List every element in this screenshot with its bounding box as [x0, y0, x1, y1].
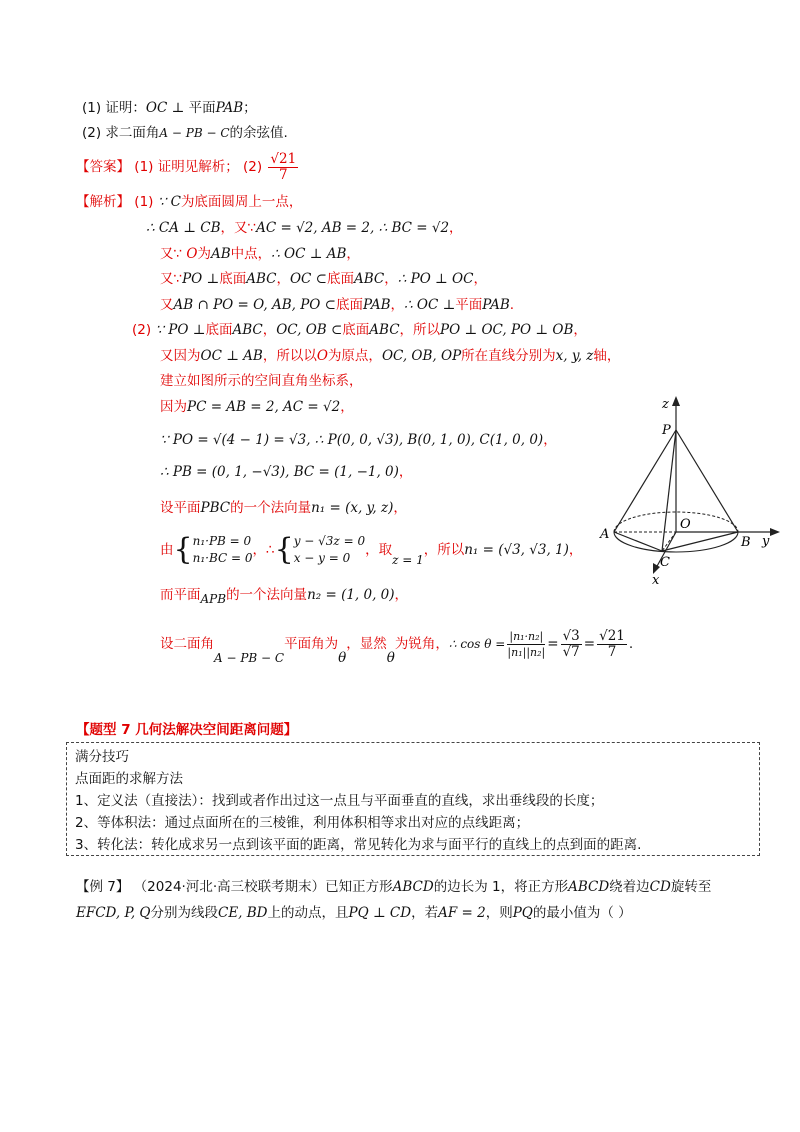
sol-p9-d: z = 1: [392, 553, 424, 567]
q1-math: OC ⊥: [145, 100, 189, 116]
cos-frac-1-den: |n₁||n₂|: [507, 645, 546, 659]
sol-l4-b: PO ⊥: [182, 271, 220, 287]
sol-p2-j: PO ⊥ OC, PO ⊥ OB: [440, 322, 574, 338]
sol-p11-g: 为锐角，: [394, 636, 449, 652]
sol-l4-e: ，: [276, 271, 290, 287]
ex7-l2-f: ，若: [411, 905, 439, 921]
y-axis-arrow: [770, 528, 780, 536]
label-y: y: [762, 534, 770, 549]
sol-p3-b: OC ⊥ AB: [200, 348, 263, 364]
sol-p2-i: ，所以: [399, 322, 441, 338]
ex7-l2-c: CE, BD: [217, 905, 268, 921]
sol-p11-b: A − PB − C: [214, 651, 285, 665]
sol-l4-g: 底面: [326, 271, 354, 287]
q2-tail: 的余弦值.: [229, 125, 288, 141]
sol-p8-d: n₁ = (x, y, z): [311, 500, 394, 516]
solution-p2-line-7: [160, 498, 407, 518]
sol-p11-h: ∴ cos θ =: [448, 637, 506, 651]
sol-p9-a: 由: [160, 542, 174, 558]
sol-p2-g: 底面: [342, 322, 370, 338]
sys1-eq1: n₁·PB = 0: [192, 534, 252, 548]
solution-line-1: [76, 192, 302, 212]
sys2-eq1: y − √3z = 0: [293, 534, 366, 548]
example-7-line-2: [76, 903, 632, 923]
sol-p10-b: APB: [200, 592, 227, 606]
ex7-l1-b: ABCD: [392, 879, 434, 895]
example-7-line-1: [76, 877, 711, 897]
ex7-l1-d: ABCD: [568, 879, 610, 895]
sol-p2-h: ABC: [369, 322, 400, 338]
sol-p6-end: ，: [543, 432, 557, 448]
cos-frac-2: [561, 629, 582, 660]
sol-l4-j: ∴ PO ⊥ OC: [397, 271, 474, 287]
sol-p3-i: 轴，: [593, 348, 621, 364]
solution-line-3: [160, 244, 360, 264]
sol-l5-g: 平面: [455, 297, 483, 313]
tips-item-3: 3、转化法：转化成求另一点到该平面的距离，常见转化为求与面平行的直线上的点到面的距离.: [75, 837, 642, 853]
tips-box-title: 满分技巧: [75, 749, 129, 765]
sol-p2-d: ABC: [232, 322, 263, 338]
sol-l3-a: 又∵: [160, 246, 187, 262]
answer-text: (1) 证明见解析； (2): [134, 159, 263, 175]
sol-l5-c: 底面: [335, 297, 363, 313]
system-2: [294, 533, 365, 567]
cos-frac-1-num: |n₁·n₂|: [509, 629, 544, 643]
sol-p7-end: ，: [398, 464, 413, 480]
tips-box-subtitle: 点面距的求解方法: [75, 771, 183, 787]
sol-p2-f: OC, OB ⊂: [276, 322, 343, 338]
ex7-l1-g: 旋转至: [670, 879, 712, 895]
tips-item-1: 1、定义法（直接法）：找到或者作出过这一点且与平面垂直的直线，求出垂线段的长度；: [75, 793, 604, 809]
ex7-l1-f: CD: [649, 879, 671, 895]
sol-p2-b: ∵ PO ⊥: [155, 322, 206, 338]
sol-l5-i: .: [509, 297, 515, 313]
solution-p2-line-8: [160, 530, 582, 580]
sol-p9-e: ，所以: [423, 542, 465, 558]
sol-l2-c: AC = √2, AB = 2, ∴ BC = √2: [256, 220, 450, 236]
cone-figure: [596, 392, 786, 588]
edge-pc: [662, 430, 676, 551]
sol-p5-c: ，: [340, 399, 354, 415]
sol-l4-d: ABC: [246, 271, 277, 287]
base-ellipse-front: [614, 532, 738, 552]
sol-l2-b: ，又∵: [220, 220, 257, 236]
edge-pa: [614, 430, 676, 532]
sys2-eq2: x − y = 0: [293, 551, 351, 565]
sol-p8-c: 的一个法向量: [230, 500, 312, 516]
sol-p11-c: 平面角为: [284, 636, 339, 652]
sol-p3-g: 所在直线分别为: [461, 348, 556, 364]
cos-frac-2-den: √7: [562, 643, 580, 660]
sol-p10-c: 的一个法向量: [226, 587, 308, 603]
label-b: B: [741, 535, 751, 550]
cos-frac-3-num: √21: [599, 627, 625, 644]
sol-l3-d: AB: [210, 246, 231, 262]
sol-l5-h: PAB: [482, 297, 510, 313]
sol-p11-d: θ: [338, 650, 347, 666]
sol-l4-k: ，: [473, 271, 487, 287]
sol-p2-e: ，: [262, 322, 277, 338]
label-x: x: [652, 573, 660, 588]
sol-l5-d: PAB: [362, 297, 391, 313]
ex7-l2-i: PQ: [512, 905, 533, 921]
brace-left-2: {: [274, 532, 294, 567]
label-z: z: [662, 397, 669, 412]
answer-fraction: [268, 152, 298, 183]
question-part-2: [82, 123, 288, 143]
sol-p11-a: 设二面角: [160, 636, 214, 652]
sol-p3-h: x, y, z: [555, 348, 594, 364]
solution-p2-line-3: 建立如图所示的空间直角坐标系，: [160, 373, 363, 389]
solution-p2-line-5: [160, 430, 557, 450]
answer-frac-den: 7: [279, 166, 288, 183]
sol-p3-a: 又因为: [160, 348, 201, 364]
solution-p2-line-9: [160, 585, 408, 609]
sol-l3-g: ，: [346, 246, 360, 262]
sol-l3-e: 中点，: [230, 246, 272, 262]
label-o: O: [680, 517, 691, 532]
sol-p8-b: PBC: [200, 500, 231, 516]
sol-p2-a: (2): [132, 322, 152, 338]
sol-l2-d: ，: [449, 220, 463, 236]
system-1: [193, 533, 253, 567]
q2-prefix: (2) 求二面角: [82, 125, 160, 141]
sol-p10-d: n₂ = (1, 0, 0): [307, 587, 395, 603]
sol-l2: ∴ CA ⊥ CB: [146, 220, 221, 236]
ex7-l2-a: EFCD, P, Q: [76, 905, 151, 921]
q1-end: ；: [243, 100, 257, 116]
solution-p2-line-2: [160, 346, 620, 366]
edge-bc: [662, 532, 738, 551]
sol-p3-e: 为原点，: [327, 348, 382, 364]
label-a: A: [600, 527, 610, 542]
sol-l3-c: 为: [197, 246, 211, 262]
solution-p2-line-1: [132, 320, 587, 340]
sol-l1-a: (1): [134, 194, 154, 210]
q2-math: A − PB − C: [159, 126, 230, 140]
ex7-l2-j: 的最小值为（ ）: [532, 905, 632, 921]
ex7-l2-d: 上的动点，且: [267, 905, 349, 921]
sol-l4-h: ABC: [353, 271, 385, 287]
solution-line-2: [146, 218, 463, 238]
sol-p9-b: ，∴: [252, 542, 275, 558]
sol-p5-b: PC = AB = 2, AC = √2: [187, 399, 341, 415]
sol-l1-b: ∵ C: [157, 194, 181, 210]
ex7-l1-c: 的边长为 1，将正方形: [433, 879, 569, 895]
sol-p8-a: 设平面: [160, 500, 201, 516]
tips-box: [66, 742, 760, 856]
sol-l5-a: 又: [160, 297, 174, 313]
sol-l5-f: ∴ OC ⊥: [404, 297, 456, 313]
solution-label: 【解析】: [76, 194, 130, 210]
label-p: P: [662, 423, 671, 438]
sol-p2-k: ，: [573, 322, 587, 338]
ex7-l2-g: AF = 2: [438, 905, 486, 921]
sol-p10-a: 而平面: [160, 587, 201, 603]
question-part-1: [82, 98, 257, 118]
sol-l3-f: ∴ OC ⊥ AB: [271, 246, 347, 262]
section-7-title: 【题型 7 几何法解决空间距离问题】: [76, 722, 298, 738]
sol-l4-f: OC ⊂: [289, 271, 327, 287]
sol-p11-e: ，显然: [346, 636, 387, 652]
q1-plane: PAB: [215, 100, 244, 116]
cos-frac-3: [597, 629, 627, 660]
answer-label: 【答案】: [76, 159, 130, 175]
sol-p7: ∴ PB = (0, 1, −√3), BC = (1, −1, 0): [160, 464, 399, 480]
sol-p3-f: OC, OB, OP: [381, 348, 462, 364]
ex7-l1-a: 【例 7】 （2024·河北·高三校联考期末）已知正方形: [76, 879, 393, 895]
ex7-l2-b: 分别为线段: [150, 905, 218, 921]
sol-l5-e: ，: [390, 297, 404, 313]
sol-p9-c: ，取: [365, 542, 393, 558]
sol-l1-c: 为底面圆周上一点，: [180, 194, 303, 210]
solution-p2-line-10: [160, 624, 633, 678]
z-axis-arrow: [672, 396, 680, 406]
sol-p11-f: θ: [386, 650, 395, 666]
ex7-l2-e: PQ ⊥ CD: [348, 905, 412, 921]
sol-l4-c: 底面: [219, 271, 247, 287]
sol-l3-b: O: [186, 246, 198, 262]
sol-l5-b: AB ∩ PO = O, AB, PO ⊂: [173, 297, 336, 313]
q1-prefix: (1) 证明：: [82, 100, 146, 116]
sol-p6: ∵ PO = √(4 − 1) = √3, ∴ P(0, 0, √3), B(0, 1, 0), C(1, 0, 0): [160, 432, 544, 448]
sol-p2-c: 底面: [205, 322, 233, 338]
cos-frac-1: [507, 629, 545, 660]
q1-tail: 平面: [188, 100, 216, 116]
solution-line-5: [160, 295, 514, 315]
eq-sign-1: =: [547, 636, 559, 652]
sol-l4-a: 又∵: [160, 271, 183, 287]
sol-p3-c: ，所以以: [262, 348, 317, 364]
sol-l4-i: ，: [384, 271, 398, 287]
ex7-l1-e: 绕着边: [609, 879, 650, 895]
cos-frac-3-den: 7: [607, 643, 617, 660]
sys1-eq2: n₁·BC = 0: [192, 551, 253, 565]
cos-frac-2-num: √3: [562, 627, 580, 644]
sol-p10-e: ，: [394, 587, 409, 603]
answer-frac-num: √21: [270, 150, 297, 167]
sol-p11-end: .: [628, 636, 634, 652]
tips-item-2: 2、等体积法：通过点面所在的三棱锥，利用体积相等求出对应的点线距离；: [75, 815, 530, 831]
sol-p9-f: n₁ = (√3, √3, 1): [464, 542, 569, 558]
sol-p3-d: O: [316, 348, 328, 364]
solution-p2-line-6: [160, 462, 412, 482]
solution-line-4: [160, 269, 487, 289]
sol-p5-a: 因为: [160, 399, 187, 415]
sol-p9-g: ，: [568, 542, 583, 558]
ex7-l2-h: ，则: [485, 905, 513, 921]
sol-p8-e: ，: [393, 500, 407, 516]
brace-left-1: {: [173, 532, 193, 567]
label-c: C: [660, 555, 670, 570]
answer-line: [76, 150, 300, 184]
eq-sign-2: =: [583, 636, 596, 652]
solution-p2-line-4: [160, 397, 354, 417]
